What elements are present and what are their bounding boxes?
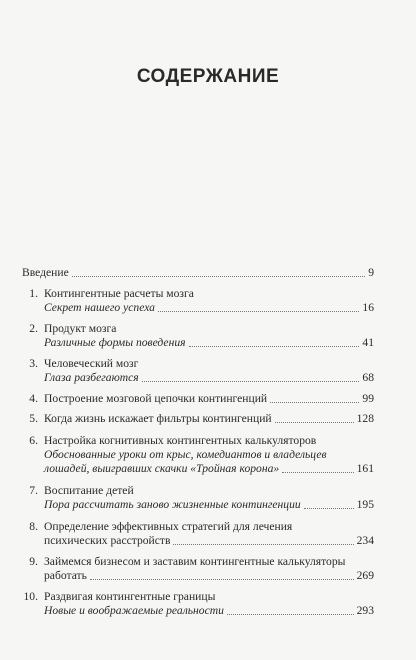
chapter-title-continued: психических расстройств: [44, 534, 171, 547]
dot-leader: [90, 578, 354, 580]
dot-leader: [158, 310, 359, 312]
toc-entry-chapter-2[interactable]: [22, 322, 374, 350]
chapter-number: 3.: [29, 357, 38, 370]
dot-leader: [142, 380, 360, 382]
chapter-title: Построение мозговой цепочки контингенций: [44, 392, 268, 405]
chapter-number: 6.: [29, 434, 38, 447]
chapter-number: 8.: [29, 520, 38, 533]
chapter-subtitle: Пора рассчитать заново жизненные контингенции: [44, 498, 301, 511]
page-number: 234: [356, 534, 374, 547]
chapter-number: 1.: [29, 287, 38, 300]
toc-entry-chapter-7[interactable]: [22, 484, 374, 512]
toc-entry-chapter-10[interactable]: [22, 590, 374, 618]
page-number: 99: [362, 392, 374, 405]
dot-leader: [227, 613, 354, 615]
page-title: СОДЕРЖАНИЕ: [136, 66, 280, 87]
chapter-title: Человеческий мозг: [44, 357, 139, 370]
dot-leader: [173, 543, 353, 545]
chapter-subtitle: Различные формы поведения: [44, 336, 186, 349]
chapter-number: 7.: [29, 484, 38, 497]
page-number: 195: [356, 498, 374, 511]
page-number: 68: [362, 371, 374, 384]
chapter-title: Раздвигая контингентные границы: [44, 590, 216, 603]
dot-leader: [275, 421, 354, 423]
page-number: 9: [368, 266, 374, 279]
chapter-title: Воспитание детей: [44, 484, 134, 497]
chapter-subtitle: Глаза разбегаются: [44, 371, 139, 384]
toc-entry-chapter-9[interactable]: [22, 555, 374, 583]
dot-leader: [304, 507, 354, 509]
chapter-title: Займемся бизнесом и заставим контингентные калькуляторы: [44, 555, 346, 568]
chapter-title: Определение эффективных стратегий для лечения: [44, 520, 293, 533]
page-number: 128: [356, 412, 374, 425]
dot-leader: [270, 401, 359, 403]
chapter-subtitle: Новые и воображаемые реальности: [44, 604, 224, 617]
toc-entry-chapter-8[interactable]: [22, 520, 374, 548]
dot-leader: [282, 471, 353, 473]
chapter-number: 4.: [29, 392, 38, 405]
dot-leader: [189, 345, 360, 347]
page-number: 269: [356, 569, 374, 582]
chapter-number: 10.: [23, 590, 38, 603]
toc-entry-chapter-3[interactable]: [22, 357, 374, 385]
chapter-number: 2.: [29, 322, 38, 335]
toc-entry-intro[interactable]: [22, 266, 374, 280]
chapter-title: Продукт мозга: [44, 322, 117, 335]
page-number: 16: [362, 301, 374, 314]
chapter-number: 9.: [29, 555, 38, 568]
chapter-number: 5.: [29, 412, 38, 425]
chapter-subtitle: лошадей, выигравших скачки «Тройная корона»: [44, 462, 280, 475]
page-number: 293: [356, 604, 374, 617]
dot-leader: [72, 275, 365, 277]
toc-entry-chapter-6[interactable]: [22, 434, 374, 476]
chapter-title: Когда жизнь искажает фильтры контингенций: [44, 412, 272, 425]
page-number: 41: [362, 336, 374, 349]
toc-entry-chapter-5[interactable]: [22, 412, 374, 426]
chapter-subtitle: Обоснованные уроки от крыс, комедиантов и владельцев: [44, 448, 327, 461]
chapter-title: Контингентные расчеты мозга: [44, 287, 194, 300]
page-number: 161: [356, 462, 374, 475]
chapter-title-continued: работать: [44, 569, 87, 582]
toc-entry-chapter-4[interactable]: [22, 392, 374, 406]
toc-entry-chapter-1[interactable]: [22, 287, 374, 315]
chapter-subtitle: Секрет нашего успеха: [44, 301, 155, 314]
entry-title: Введение: [22, 266, 69, 279]
chapter-title: Настройка когнитивных контингентных калькуляторов: [44, 434, 317, 447]
